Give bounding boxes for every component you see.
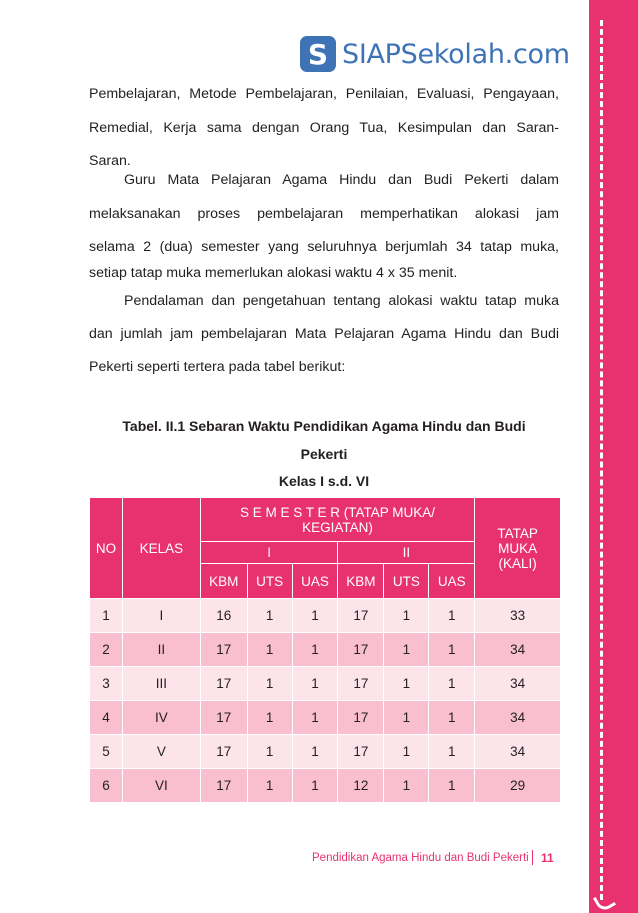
table-row bbox=[90, 599, 561, 633]
cell-uts-2: 1 bbox=[384, 735, 429, 769]
cell-kbm-1: 17 bbox=[200, 769, 247, 803]
cell-uas-1: 1 bbox=[292, 735, 338, 769]
body-line-10: Pekerti seperti tertera pada tabel berikut: bbox=[89, 359, 346, 375]
cell-no: 4 bbox=[90, 701, 123, 735]
cell-kelas: V bbox=[122, 735, 200, 769]
footer-separator bbox=[532, 850, 533, 865]
cell-no: 3 bbox=[90, 667, 123, 701]
table-caption-line-3: Kelas I s.d. VI bbox=[278, 473, 370, 489]
cell-kbm-1: 17 bbox=[200, 667, 247, 701]
cell-kbm-2: 17 bbox=[338, 701, 384, 735]
header-uas-1: UAS bbox=[292, 564, 338, 599]
table-row bbox=[90, 701, 561, 735]
cell-uas-2: 1 bbox=[429, 701, 475, 735]
header-tatap-line-1: TATAP bbox=[497, 525, 538, 541]
table-caption-line-2: Pekerti bbox=[300, 446, 348, 462]
cell-tatap-muka: 29 bbox=[475, 769, 561, 803]
cell-uts-2: 1 bbox=[384, 599, 429, 633]
header-kbm-1: KBM bbox=[200, 564, 247, 599]
cell-uas-1: 1 bbox=[292, 701, 338, 735]
cell-no: 6 bbox=[90, 769, 123, 803]
cell-uts-1: 1 bbox=[247, 769, 292, 803]
cell-kbm-2: 17 bbox=[338, 735, 384, 769]
cell-uas-1: 1 bbox=[292, 633, 338, 667]
cell-uts-2: 1 bbox=[384, 701, 429, 735]
header-semester-1: I bbox=[200, 542, 338, 564]
cell-kbm-1: 17 bbox=[200, 633, 247, 667]
dashed-border bbox=[600, 20, 603, 900]
page-edge-bar bbox=[589, 0, 638, 913]
table-row bbox=[90, 633, 561, 667]
sebaran-table bbox=[89, 497, 561, 803]
cell-uas-1: 1 bbox=[292, 667, 338, 701]
footer-book-title: Pendidikan Agama Hindu dan Budi Pekerti bbox=[312, 852, 529, 864]
cell-tatap-muka: 34 bbox=[475, 667, 561, 701]
body-line-7: setiap tatap muka memerlukan alokasi waktu 4 x 35 menit. bbox=[89, 265, 458, 281]
logo-s-icon: S bbox=[300, 36, 336, 72]
cell-kelas: VI bbox=[122, 769, 200, 803]
cell-uas-1: 1 bbox=[292, 599, 338, 633]
cell-uas-1: 1 bbox=[292, 769, 338, 803]
header-kbm-2: KBM bbox=[338, 564, 384, 599]
header-no: NO bbox=[90, 498, 123, 599]
cell-kelas: IV bbox=[122, 701, 200, 735]
header-kelas: KELAS bbox=[122, 498, 200, 599]
cell-uas-2: 1 bbox=[429, 633, 475, 667]
header-uas-2: UAS bbox=[429, 564, 475, 599]
cell-no: 2 bbox=[90, 633, 123, 667]
body-line-6: selama 2 (dua) semester yang seluruhnya berjumlah 34 tatap muka, bbox=[89, 239, 559, 255]
body-line-4: Guru Mata Pelajaran Agama Hindu dan Budi Pekerti dalam bbox=[124, 172, 559, 188]
header-semester bbox=[200, 498, 474, 542]
cell-no: 1 bbox=[90, 599, 123, 633]
cell-kbm-1: 17 bbox=[200, 735, 247, 769]
cell-uts-1: 1 bbox=[247, 701, 292, 735]
cell-uts-1: 1 bbox=[247, 633, 292, 667]
cell-kbm-1: 16 bbox=[200, 599, 247, 633]
header-uts-1: UTS bbox=[247, 564, 292, 599]
cell-tatap-muka: 34 bbox=[475, 701, 561, 735]
cell-kelas: I bbox=[122, 599, 200, 633]
cell-kelas: II bbox=[122, 633, 200, 667]
header-tatap-line-2: MUKA bbox=[498, 540, 538, 556]
cell-uas-2: 1 bbox=[429, 769, 475, 803]
cell-tatap-muka: 34 bbox=[475, 633, 561, 667]
body-line-3: Saran. bbox=[89, 153, 131, 169]
cell-uas-2: 1 bbox=[429, 667, 475, 701]
cell-kbm-2: 17 bbox=[338, 633, 384, 667]
cell-tatap-muka: 34 bbox=[475, 735, 561, 769]
cell-kelas: III bbox=[122, 667, 200, 701]
cell-uts-1: 1 bbox=[247, 667, 292, 701]
body-line-2: Remedial, Kerja sama dengan Orang Tua, Kesimpulan dan Saran- bbox=[89, 120, 559, 136]
table-caption-line-1: Tabel. II.1 Sebaran Waktu Pendidikan Agama Hindu dan Budi bbox=[122, 418, 526, 434]
cell-kbm-2: 12 bbox=[338, 769, 384, 803]
table-row bbox=[90, 769, 561, 803]
cell-no: 5 bbox=[90, 735, 123, 769]
cell-uas-2: 1 bbox=[429, 735, 475, 769]
header-uts-2: UTS bbox=[384, 564, 429, 599]
table-row bbox=[90, 667, 561, 701]
body-line-5: melaksanakan proses pembelajaran memperhatikan alokasi jam bbox=[89, 206, 559, 222]
cell-kbm-1: 17 bbox=[200, 701, 247, 735]
header-semester-line-2: KEGIATAN) bbox=[302, 519, 373, 535]
cell-kbm-2: 17 bbox=[338, 667, 384, 701]
logo-text: SIAPSekolah.com bbox=[342, 38, 570, 70]
cell-uts-2: 1 bbox=[384, 667, 429, 701]
cell-uas-2: 1 bbox=[429, 599, 475, 633]
header-tatap-line-3: (KALI) bbox=[498, 555, 537, 571]
body-line-8: Pendalaman dan pengetahuan tentang alokasi waktu tatap muka bbox=[124, 293, 559, 309]
header-tatap-muka bbox=[475, 498, 561, 599]
cell-kbm-2: 17 bbox=[338, 599, 384, 633]
cell-uts-2: 1 bbox=[384, 633, 429, 667]
cell-uts-2: 1 bbox=[384, 769, 429, 803]
body-line-9: dan jumlah jam pembelajaran Mata Pelajaran Agama Hindu dan Budi bbox=[89, 326, 559, 342]
table-row bbox=[90, 735, 561, 769]
header-semester-2: II bbox=[338, 542, 475, 564]
page-number: 11 bbox=[541, 851, 554, 865]
header-semester-line-1: S E M E S T E R (TATAP MUKA/ bbox=[239, 504, 435, 520]
body-line-1: Pembelajaran, Metode Pembelajaran, Penilaian, Evaluasi, Pengayaan, bbox=[89, 86, 559, 102]
watermark-logo bbox=[300, 32, 574, 76]
cell-uts-1: 1 bbox=[247, 599, 292, 633]
cell-uts-1: 1 bbox=[247, 735, 292, 769]
cell-tatap-muka: 33 bbox=[475, 599, 561, 633]
